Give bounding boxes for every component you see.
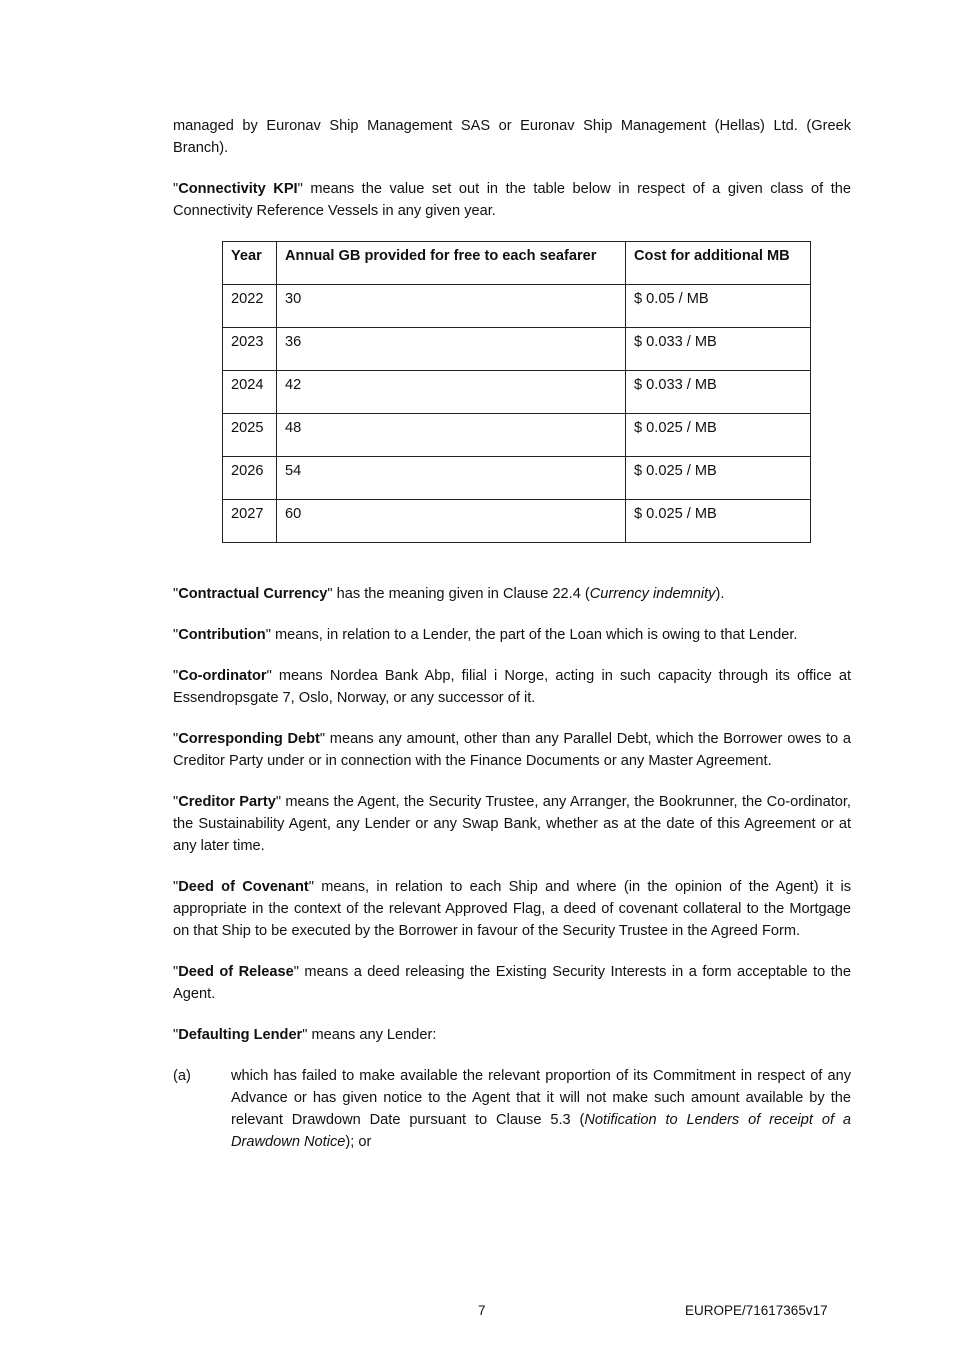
definition-coordinator [173,665,851,709]
cell-gb: 54 [277,457,626,500]
table-row [223,414,811,457]
definition-corresponding-debt [173,728,851,772]
cell-year: 2026 [223,457,277,500]
defined-term: Defaulting Lender [178,1027,303,1043]
document-reference: EUROPE/71617365v17 [685,1303,828,1318]
definition-text: " means a deed releasing the Existing Security Interests in a form acceptable to the Agent. [173,964,851,1002]
cell-cost: $ 0.025 / MB [626,500,811,543]
cell-year: 2023 [223,328,277,371]
cell-year: 2027 [223,500,277,543]
document-page [173,115,851,1153]
definition-text: " means the value set out in the table below in respect of a given class of the Connectivity Reference Vessels in any given year. [173,181,851,219]
definition-creditor-party [173,791,851,857]
cell-gb: 60 [277,500,626,543]
quote: " [173,1027,179,1043]
defined-term: Co-ordinator [178,668,267,684]
table-row [223,457,811,500]
quote: " [173,181,179,197]
cell-gb: 48 [277,414,626,457]
cell-cost: $ 0.033 / MB [626,328,811,371]
table-row [223,500,811,543]
quote: " [173,879,179,895]
list-item-a [173,1065,851,1153]
list-item-label: (a) [173,1068,191,1084]
cell-cost: $ 0.025 / MB [626,457,811,500]
quote: " [173,731,179,747]
definition-contribution [173,624,851,646]
definition-text: " means any amount, other than any Parallel Debt, which the Borrower owes to a Creditor Party under or in connection with the Finance Documents or any Master Agreement. [173,731,851,769]
defined-term: Corresponding Debt [178,731,320,747]
table-row [223,285,811,328]
definition-text-end: ). [715,586,725,602]
quote: " [173,794,179,810]
connectivity-kpi-table [222,241,811,543]
definition-text: " means any Lender: [302,1027,437,1043]
cell-year: 2025 [223,414,277,457]
cell-gb: 36 [277,328,626,371]
definition-text: " means, in relation to a Lender, the part of the Loan which is owing to that Lender. [265,627,798,643]
defined-term: Contribution [178,627,266,643]
definition-deed-of-release [173,961,851,1005]
page-number: 7 [478,1303,486,1318]
defined-term: Connectivity KPI [178,181,298,197]
cell-cost: $ 0.025 / MB [626,414,811,457]
cell-gb: 42 [277,371,626,414]
defined-term: Creditor Party [178,794,276,810]
defined-term: Deed of Covenant [178,879,309,895]
quote: " [173,668,179,684]
clause-reference: Notification to Lenders of receipt of a Drawdown Notice [231,1112,851,1150]
cell-year: 2022 [223,285,277,328]
list-item-text [231,1065,851,1153]
defined-term: Deed of Release [178,964,294,980]
definition-text: " has the meaning given in Clause 22.4 ( [327,586,590,602]
definition-deed-of-covenant [173,876,851,942]
definition-connectivity-kpi [173,178,851,222]
definition-text: " means, in relation to each Ship and where (in the opinion of the Agent) it is appropriate in the context of the relevant Approved Flag, a deed of covenant collateral to the Mortgage on that Ship to be executed by the Borrower in favour of the Security Trustee in the Agreed Form. [173,879,851,939]
paragraph-continuation: managed by Euronav Ship Management SAS or Euronav Ship Management (Hellas) Ltd. (Greek Branch). [173,118,851,156]
cell-cost: $ 0.05 / MB [626,285,811,328]
cell-gb: 30 [277,285,626,328]
clause-reference: Currency indemnity [589,586,716,602]
definition-text: " means Nordea Bank Abp, filial i Norge, acting in such capacity through its office at Essendropsgate 7, Oslo, Norway, or any successor of it. [173,668,851,706]
header-cost: Cost for additional MB [626,242,811,285]
defined-term: Contractual Currency [178,586,328,602]
definition-text: " means the Agent, the Security Trustee, any Arranger, the Bookrunner, the Co-ordinator, the Sustainability Agent, any Lender or any Swap Bank, whether as at the date of this Agreement or at any later time. [173,794,851,854]
quote: " [173,964,179,980]
item-text: which has failed to make available the relevant proportion of its Commitment in respect of any Advance or has given notice to the Agent that it will not make such amount available by the relevant Drawdown Date pursuant to Clause 5.3 ( [231,1068,851,1128]
item-text-end: ); or [345,1134,372,1150]
definition-contractual-currency [173,583,851,605]
table-row [223,371,811,414]
cell-year: 2024 [223,371,277,414]
table-row [223,328,811,371]
definition-defaulting-lender [173,1024,851,1046]
cell-cost: $ 0.033 / MB [626,371,811,414]
table-header-row [223,242,811,285]
header-annual-gb: Annual GB provided for free to each seafarer [277,242,626,285]
header-year: Year [223,242,277,285]
quote: " [173,586,179,602]
quote: " [173,627,179,643]
